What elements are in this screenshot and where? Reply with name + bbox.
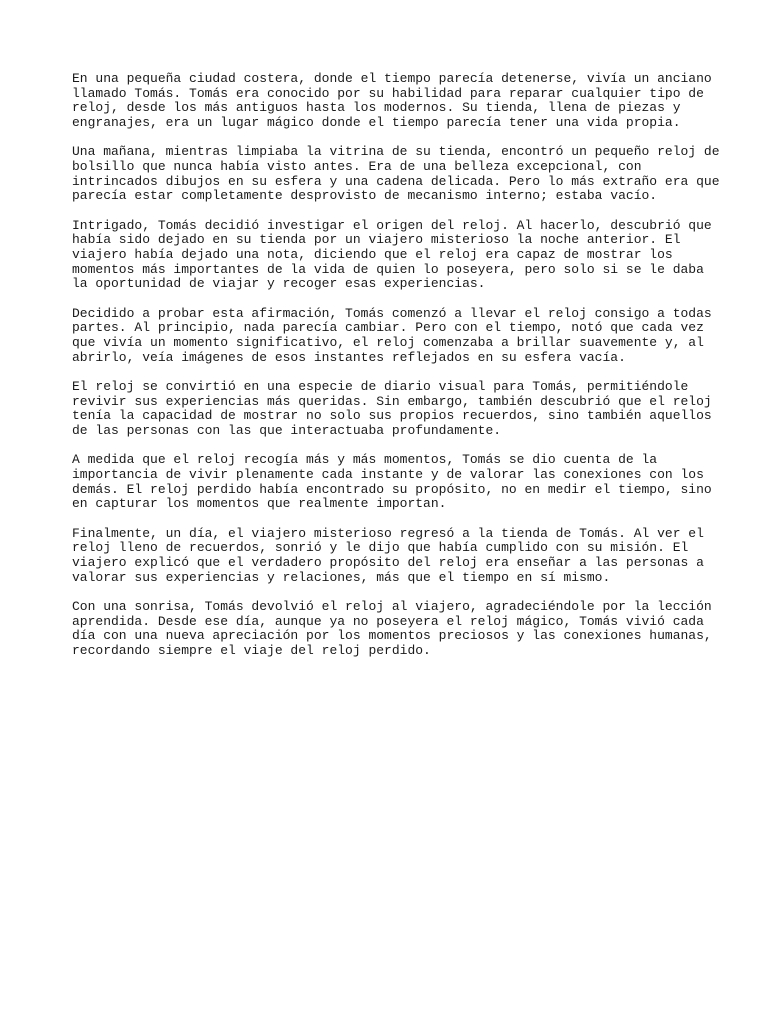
text-line: reloj lleno de recuerdos, sonrió y le dijo que había cumplido con su misión. El (72, 540, 689, 556)
text-line: aprendida. Desde ese día, aunque ya no poseyera el reloj mágico, Tomás vivió cada (72, 613, 704, 629)
text-line: En una pequeña ciudad costera, donde el tiempo parecía detenerse, vivía un anciano (72, 71, 712, 86)
paragraph (72, 217, 712, 292)
text-line: Intrigado, Tomás decidió investigar el origen del reloj. Al hacerlo, descubrió que (72, 217, 712, 233)
text-line: viajero explicó que el verdadero propósito del reloj era enseñar a las personas a (72, 555, 704, 571)
paragraph (72, 599, 712, 659)
text-line: revivir sus experiencias más queridas. Sin embargo, también descubrió que el reloj (72, 393, 712, 409)
text-line: parecía estar completamente desprovisto de mecanismo interno; estaba vacío. (72, 188, 658, 204)
text-line: de las personas con las que interactuaba profundamente. (72, 423, 502, 439)
paragraph (72, 379, 712, 439)
text-line: valorar sus experiencias y relaciones, más que el tiempo en sí mismo. (72, 569, 611, 585)
text-line: día con una nueva apreciación por los momentos preciosos y las conexiones humanas, (72, 628, 712, 644)
text-line: intrincados dibujos en su esfera y una cadena delicada. Pero lo más extraño era que (72, 173, 720, 189)
text-line: partes. Al principio, nada parecía cambiar. Pero con el tiempo, notó que cada vez (72, 320, 704, 336)
text-line: Decidido a probar esta afirmación, Tomás comenzó a llevar el reloj consigo a todas (72, 305, 712, 321)
text-line: en capturar los momentos que realmente importan. (72, 496, 447, 512)
text-line: bolsillo que nunca había visto antes. Era de una belleza excepcional, con (72, 159, 642, 175)
text-line: viajero había dejado una nota, diciendo que el reloj era capaz de mostrar los (72, 247, 673, 263)
paragraph (72, 452, 712, 512)
text-line: que vivía un momento significativo, el reloj comenzaba a brillar suavemente y, al (72, 335, 704, 351)
text-line: llamado Tomás. Tomás era conocido por su habilidad para reparar cualquier tipo de (72, 85, 704, 101)
text-line: Finalmente, un día, el viajero misterioso regresó a la tienda de Tomás. Al ver el (72, 525, 704, 541)
text-line: abrirlo, veía imágenes de esos instantes reflejados en su esfera vacía. (72, 349, 626, 365)
document-page (72, 71, 720, 673)
text-line: A medida que el reloj recogía más y más momentos, Tomás se dio cuenta de la (72, 452, 658, 468)
text-line: la oportunidad de viajar y recoger esas experiencias. (72, 276, 486, 292)
text-line: recordando siempre el viaje del reloj perdido. (72, 643, 431, 659)
paragraph (72, 71, 712, 131)
text-line: había sido dejado en su tienda por un viajero misterioso la noche anterior. El (72, 232, 681, 248)
paragraph (72, 305, 712, 366)
text-line: Una mañana, mientras limpiaba la vitrina de su tienda, encontró un pequeño reloj de (72, 144, 720, 160)
paragraph (72, 527, 702, 586)
paragraph (72, 144, 720, 204)
text-line: importancia de vivir plenamente cada instante y de valorar las conexiones con los (72, 467, 704, 483)
text-line: engranajes, era un lugar mágico donde el tiempo parecía tener una vida propia. (72, 115, 681, 131)
text-line: demás. El reloj perdido había encontrado su propósito, no en medir el tiempo, sino (72, 481, 712, 497)
text-line: reloj, desde los más antiguos hasta los modernos. Su tienda, llena de piezas y (72, 100, 681, 116)
text-line: tenía la capacidad de mostrar no solo sus propios recuerdos, sino también aquellos (72, 408, 712, 424)
text-line: El reloj se convirtió en una especie de diario visual para Tomás, permitiéndole (72, 379, 689, 395)
text-line: Con una sonrisa, Tomás devolvió el reloj al viajero, agradeciéndole por la lección (72, 599, 712, 615)
text-line: momentos más importantes de la vida de quien lo poseyera, pero solo si se le daba (72, 261, 704, 277)
